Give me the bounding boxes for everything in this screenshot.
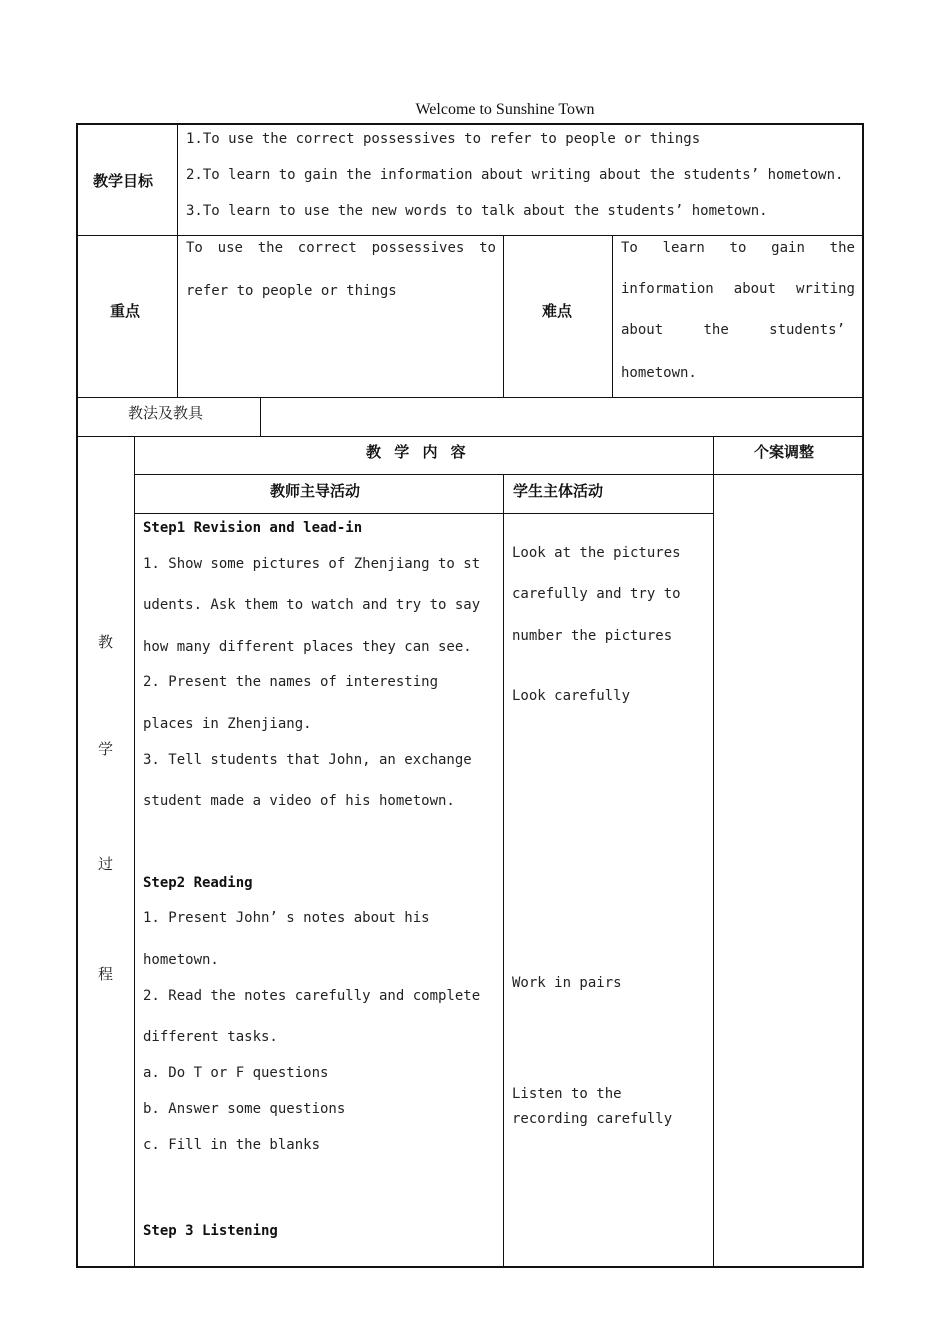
teacher-line: 3. Tell students that John, an exchange — [143, 752, 472, 768]
student-line: number the pictures — [512, 628, 673, 644]
teacher-line: how many different places they can see. — [143, 639, 472, 655]
student-line: Listen to the — [512, 1086, 622, 1102]
objective-item: 2.To learn to gain the information about writing about the students’ hometown. — [186, 167, 844, 183]
row-divider — [77, 235, 863, 236]
teacher-line: 2. Present the names of interesting — [143, 674, 439, 690]
word: gain — [771, 240, 805, 256]
col-divider — [134, 437, 135, 1267]
teacher-line: c. Fill in the blanks — [143, 1137, 321, 1153]
teacher-line: 1. Present John’ s notes about his — [143, 910, 430, 926]
word: the — [703, 322, 729, 338]
process-label-char: 教 — [98, 633, 114, 651]
process-label-char: 程 — [98, 965, 114, 983]
objective-item: 3.To learn to use the new words to talk about the students’ hometown. — [186, 203, 768, 219]
teacher-line: 2. Read the notes carefully and complete — [143, 988, 481, 1004]
key-points-line: refer to people or things — [186, 283, 397, 299]
difficulties-line — [621, 322, 845, 338]
word: information — [621, 281, 714, 297]
word: learn — [662, 240, 705, 256]
content-header: 教 学 内 容 — [366, 443, 470, 461]
teacher-line: 1. Show some pictures of Zhenjiang to st — [143, 556, 481, 572]
teacher-header: 教师主导活动 — [270, 482, 361, 500]
teacher-line: different tasks. — [143, 1029, 278, 1045]
word: writing — [795, 281, 855, 297]
objective-item: 1.To use the correct possessives to refer to people or things — [186, 131, 701, 147]
teacher-line: places in Zhenjiang. — [143, 716, 312, 732]
teacher-line: a. Do T or F questions — [143, 1065, 329, 1081]
student-line: carefully and try to — [512, 586, 681, 602]
difficulties-line — [621, 240, 855, 256]
col-divider — [260, 398, 261, 436]
row-divider — [135, 513, 713, 514]
word: students’ — [769, 322, 845, 338]
teacher-line: hometown. — [143, 952, 219, 968]
key-points-label: 重点 — [110, 302, 141, 320]
word: the — [829, 240, 855, 256]
student-line: Look carefully — [512, 688, 631, 704]
row-divider — [77, 397, 863, 398]
student-header: 学生主体活动 — [513, 482, 604, 500]
col-divider — [503, 236, 504, 397]
col-divider — [713, 437, 714, 1267]
document-title: Welcome to Sunshine Town — [415, 101, 595, 118]
teacher-line: b. Answer some questions — [143, 1101, 346, 1117]
teacher-step-heading: Step2 Reading — [143, 875, 253, 891]
word: possessives — [371, 240, 465, 256]
col-divider — [503, 475, 504, 1267]
student-line: Look at the pictures — [512, 545, 681, 561]
word: To — [621, 240, 638, 256]
adjust-header: 个案调整 — [754, 443, 815, 461]
row-divider — [77, 436, 863, 437]
difficulties-line: hometown. — [621, 365, 697, 381]
col-divider — [177, 124, 178, 397]
methods-label: 教法及教具 — [128, 404, 204, 422]
col-divider — [612, 236, 613, 397]
student-line: Work in pairs — [512, 975, 622, 991]
student-line: recording carefully — [512, 1111, 673, 1127]
word: to — [729, 240, 747, 256]
teacher-line: udents. Ask them to watch and try to say — [143, 597, 481, 613]
word: about — [733, 281, 776, 297]
word: to — [479, 240, 496, 256]
teacher-step-heading: Step 3 Listening — [143, 1223, 278, 1239]
process-label-char: 过 — [98, 855, 114, 873]
difficulties-line — [621, 281, 855, 297]
teacher-step-heading: Step1 Revision and lead-in — [143, 520, 363, 536]
word: To — [186, 240, 203, 256]
process-label-char: 学 — [98, 740, 114, 758]
difficulties-label: 难点 — [542, 302, 573, 320]
word: about — [621, 322, 664, 338]
teacher-line: student made a video of his hometown. — [143, 793, 455, 809]
key-points-line — [186, 240, 496, 256]
word: correct — [297, 240, 357, 256]
row-divider — [135, 474, 863, 475]
word: use — [217, 240, 243, 256]
objectives-label: 教学目标 — [93, 172, 154, 190]
word: the — [257, 240, 284, 256]
